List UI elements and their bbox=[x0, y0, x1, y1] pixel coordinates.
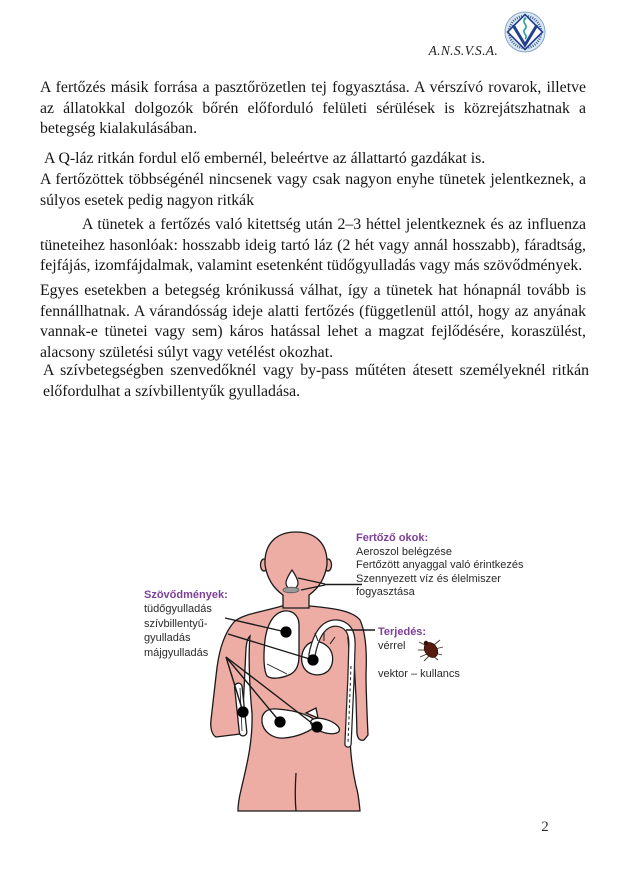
anatomy-figure bbox=[0, 528, 623, 828]
complication-item: gyulladás bbox=[144, 632, 191, 645]
complication-item: tüdőgyulladás bbox=[144, 603, 212, 616]
paragraph-qfever-rare: A Q-láz ritkán fordul elő embernél, beleértve az állattartó gazdákat is. bbox=[44, 149, 486, 167]
complications-title: Szövődmények: bbox=[144, 589, 228, 601]
complications-label-block bbox=[144, 588, 228, 660]
head-shape bbox=[265, 532, 327, 608]
spread-blood-label: vérrel bbox=[378, 640, 406, 653]
ansvsa-logo-icon bbox=[504, 11, 546, 53]
infection-cause-item: Szennyezett víz és élelmiszer bbox=[356, 572, 501, 585]
infection-cause-item: fogyasztása bbox=[356, 586, 415, 599]
infection-causes-title: Fertőző okok: bbox=[356, 532, 429, 544]
spread-label-block bbox=[378, 625, 426, 654]
paragraph-mild-symptoms: A fertőzöttek többségénél nincsenek vagy csak nagyon enyhe tünetek jelentkeznek, a súlyos esetek pedig nagyon ritkák bbox=[40, 170, 586, 209]
paragraph-infection-source: A fertőzés másik forrása a pasztőrözetlen tej fogyasztása. A vérszívó rovarok, illetve az állatokkal dolgozók bőrén előforduló felületi sérülések is közrejátszhatnak a betegség kialakulásában. bbox=[40, 78, 586, 138]
spread-title: Terjedés: bbox=[378, 626, 427, 638]
mouth-icon bbox=[283, 587, 299, 593]
paragraph-heart-disease: A szívbetegségben szenvedőknél vagy by-pass műtéten átesett személyeknél ritkán előfordulhat a szívbillentyűk gyulladása. bbox=[43, 361, 589, 400]
body-illustration bbox=[0, 528, 623, 828]
spread-vector-label: vektor – kullancs bbox=[378, 668, 460, 680]
paragraph-symptoms-onset: A tünetek a fertőzés való kitettség után 2–3 héttel jelentkeznek és az influenza tüneteihez hasonlóak: hosszabb ideig tartó láz (2 hét vagy annál hosszabb), fáradtság, fejfájás, izomfájdalmak, valamint esetenként tüdőgyulladás vagy más szövődmények. bbox=[40, 215, 586, 275]
infection-causes-label-block bbox=[356, 532, 524, 600]
infection-cause-item: Fertőzött anyaggal való érintkezés bbox=[356, 559, 524, 572]
infection-cause-item: Aeroszol belégzése bbox=[356, 545, 453, 558]
complication-item: szívbillentyű- bbox=[144, 617, 208, 630]
complication-item: májgyulladás bbox=[144, 646, 209, 659]
page-number: 2 bbox=[541, 819, 549, 835]
paragraph-chronic-pregnancy: Egyes esetekben a betegség krónikussá válhat, így a tünetek hat hónapnál tovább is fennállhatnak. A várandósság ideje alatti fertőzés (függetlenül attól, hogy az anyának vannak-e tünetei vagy sem) káros hatással lehet a magzat fejlődésére, koraszülést, alacsony születési súlyt vagy vetélést okozhat. bbox=[40, 281, 586, 362]
header-abbreviation: A.N.S.V.S.A. bbox=[428, 43, 498, 58]
